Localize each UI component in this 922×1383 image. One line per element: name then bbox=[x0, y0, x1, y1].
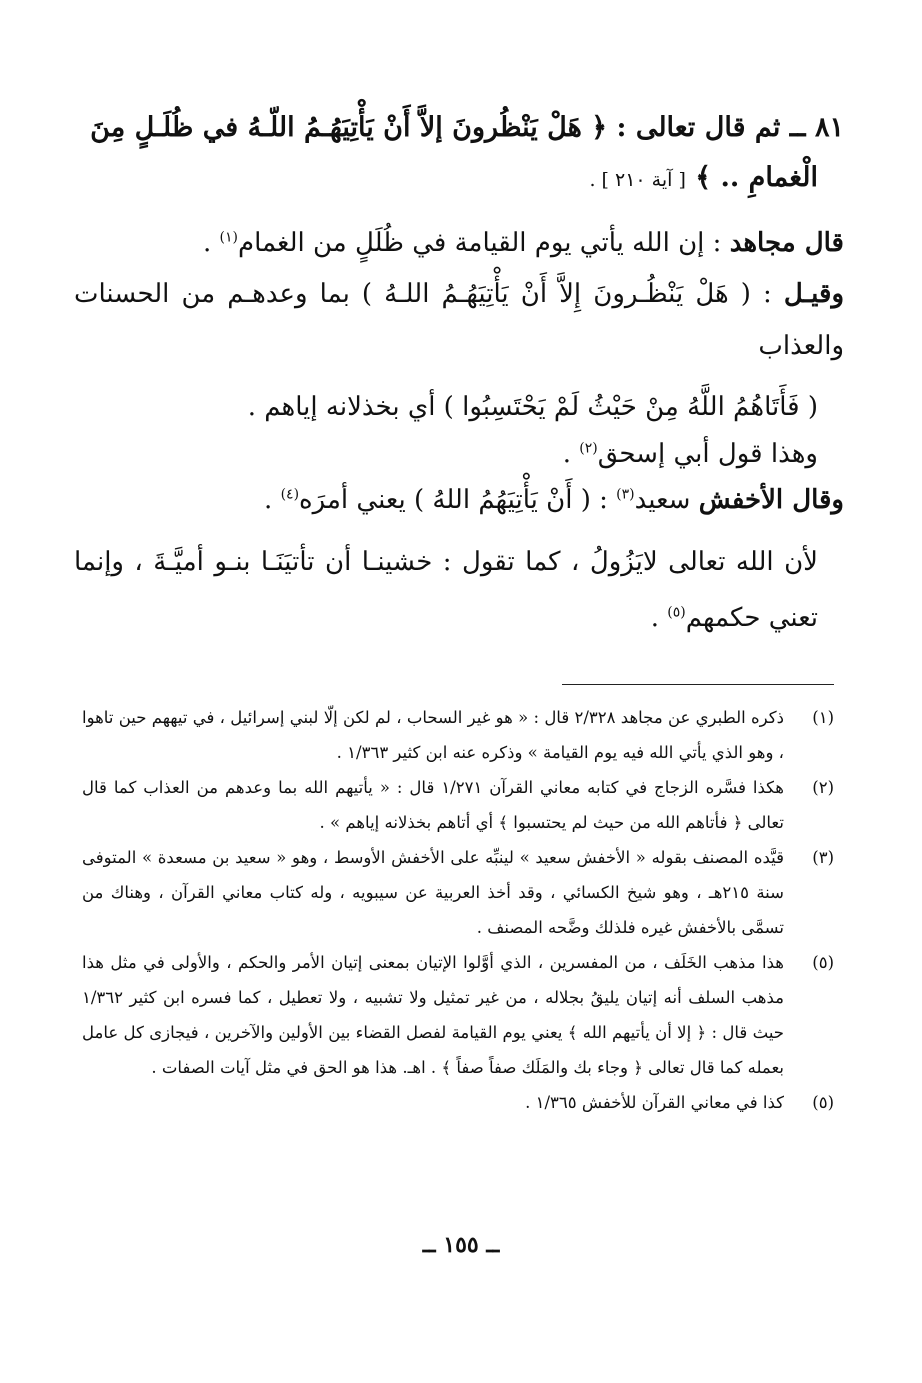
main-text bbox=[74, 100, 844, 646]
footnote-ref-2: (٢) bbox=[579, 440, 598, 457]
faatahum-text: ( فَأَتَاهُمُ اللَّهُ مِنْ حَيْثُ لَمْ يَحْتَسِبُوا ) أي بخذلانه إياهم . bbox=[247, 392, 818, 422]
explanation-text: لأن الله تعالى لايَزُولُ ، كما تقول : خشينـا أن تأتيَنَـا بنـو أميَّـةَ ، وإنما تعني حكمهم bbox=[74, 547, 818, 633]
abu-ishaq-line bbox=[74, 432, 844, 476]
entry-line-1: ٨١ ــ ثم قال تعالى : ﴿ هَلْ يَنْظُرونَ إلاَّ أَنْ يَأْتِيَهُـمُ اللّـهُ في ظُلَـلٍ مِنَ bbox=[90, 112, 844, 143]
mujahid-label: قال مجاهد bbox=[729, 228, 844, 258]
abu-ishaq-text: وهذا قول أبي إسحق bbox=[597, 439, 818, 469]
footnote-ref-3: (٣) bbox=[616, 486, 635, 503]
akhfash-text: : ( أَنْ يَأْتِيَهُمُ اللهُ ) يعني أمرَه bbox=[299, 485, 608, 515]
footnote bbox=[82, 1085, 834, 1120]
akhfash-paragraph bbox=[74, 476, 844, 524]
footnote-ref-4: (٤) bbox=[280, 486, 300, 503]
entry-line-2: الْغمامِ .. ﴾ bbox=[695, 162, 818, 193]
footnote bbox=[82, 840, 834, 945]
footnote-ref-1: (١) bbox=[219, 229, 238, 246]
verse-reference: [ آية ٢١٠ ] . bbox=[589, 169, 686, 191]
footnote-text: ذكره الطبري عن مجاهد ٢/٣٢٨ قال : « هو غير السحاب ، لم لكن إلّا لبني إسرائيل ، في تيههم حين تاهوا ، وهو الذي يأتي الله فيه يوم القيامة » وذكره عنه ابن كثير ١/٣٦٣ . bbox=[82, 708, 784, 762]
footnote-number: (٥) bbox=[812, 1093, 834, 1112]
footnote-number: (٥) bbox=[812, 953, 834, 972]
footnote-text: قيَّده المصنف بقوله « الأخفش سعيد » لينبِّه على الأخفش الأوسط ، وهو « سعيد بن مسعدة » المتوفى سنة ٢١٥هـ ، وهو شيخ الكسائي ، وقد أخذ العربية عن سيبويه ، وله كتاب معاني القرآن ، وهناك من تسمَّى بالأخفش غيره فلذلك وضَّحه المصنف . bbox=[82, 848, 784, 937]
footnotes bbox=[82, 700, 834, 1120]
mujahid-text: : إن الله يأتي يوم القيامة في ظُلَلٍ من الغمام bbox=[237, 228, 722, 258]
entry-heading bbox=[74, 100, 844, 156]
footnote bbox=[82, 945, 834, 1085]
footnote bbox=[82, 770, 834, 840]
footnote-separator bbox=[562, 684, 834, 685]
qila-text: : ( هَلْ يَنْظُـرونَ إِلاَّ أَنْ يَأْتِيَهُـمُ اللـهُ ) بما وعدهـم من الحسنات والعذاب bbox=[74, 279, 844, 361]
akhfash-name: سعيد bbox=[634, 485, 691, 515]
qila-paragraph bbox=[74, 268, 844, 372]
footnote-number: (١) bbox=[812, 708, 834, 727]
footnote bbox=[82, 700, 834, 770]
footnote-text: هكذا فسَّره الزجاج في كتابه معاني القرآن ١/٢٧١ قال : « يأتيهم الله بما وعدهم من العذاب كما قال تعالى ﴿ فأتاهم الله من حيث لم يحتسبوا ﴾ أي أتاهم بخذلانه إياهم » . bbox=[82, 778, 784, 832]
explanation-paragraph bbox=[74, 534, 844, 646]
abu-ishaq-end: . bbox=[562, 439, 571, 469]
footnote-text: هذا مذهب الخَلَف ، من المفسرين ، الذي أوَّلوا الإتيان بمعنى إتيان الأمر والحكم ، والأولى في مثل هذا مذهب السلف أنه إتيان يليقُ بجلاله ، من غير تمثيل ولا تشبيه ، ولا تعطيل ، كما فسره ابن كثير ١/٣٦٢ حيث قال : ﴿ إلا أن يأتيهم الله ﴾ يعني يوم القيامة لفصل القضاء بين الأولين والآخرين ، فيجازى كل عامل بعمله كما قال تعالى ﴿ وجاء بك والمَلَك صفاً صفاً ﴾ . اهـ. هذا هو الحق في مثل آيات الصفات . bbox=[82, 953, 784, 1077]
footnote-text: كذا في معاني القرآن للأخفش ١/٣٦٥ . bbox=[525, 1093, 784, 1112]
explanation-end: . bbox=[650, 603, 659, 633]
qila-label: وقيـل bbox=[783, 279, 844, 309]
footnote-number: (٢) bbox=[812, 778, 834, 797]
akhfash-label: وقال الأخفش bbox=[698, 485, 844, 515]
mujahid-end: . bbox=[202, 228, 212, 258]
page-number: ــ ١٥٥ ــ bbox=[422, 1232, 500, 1258]
akhfash-end: . bbox=[264, 485, 273, 515]
entry-heading-continued bbox=[74, 156, 844, 202]
mujahid-paragraph bbox=[74, 218, 844, 268]
footnote-number: (٣) bbox=[812, 848, 834, 867]
faatahum-paragraph bbox=[74, 382, 844, 432]
footnote-ref-5: (٥) bbox=[667, 604, 686, 621]
